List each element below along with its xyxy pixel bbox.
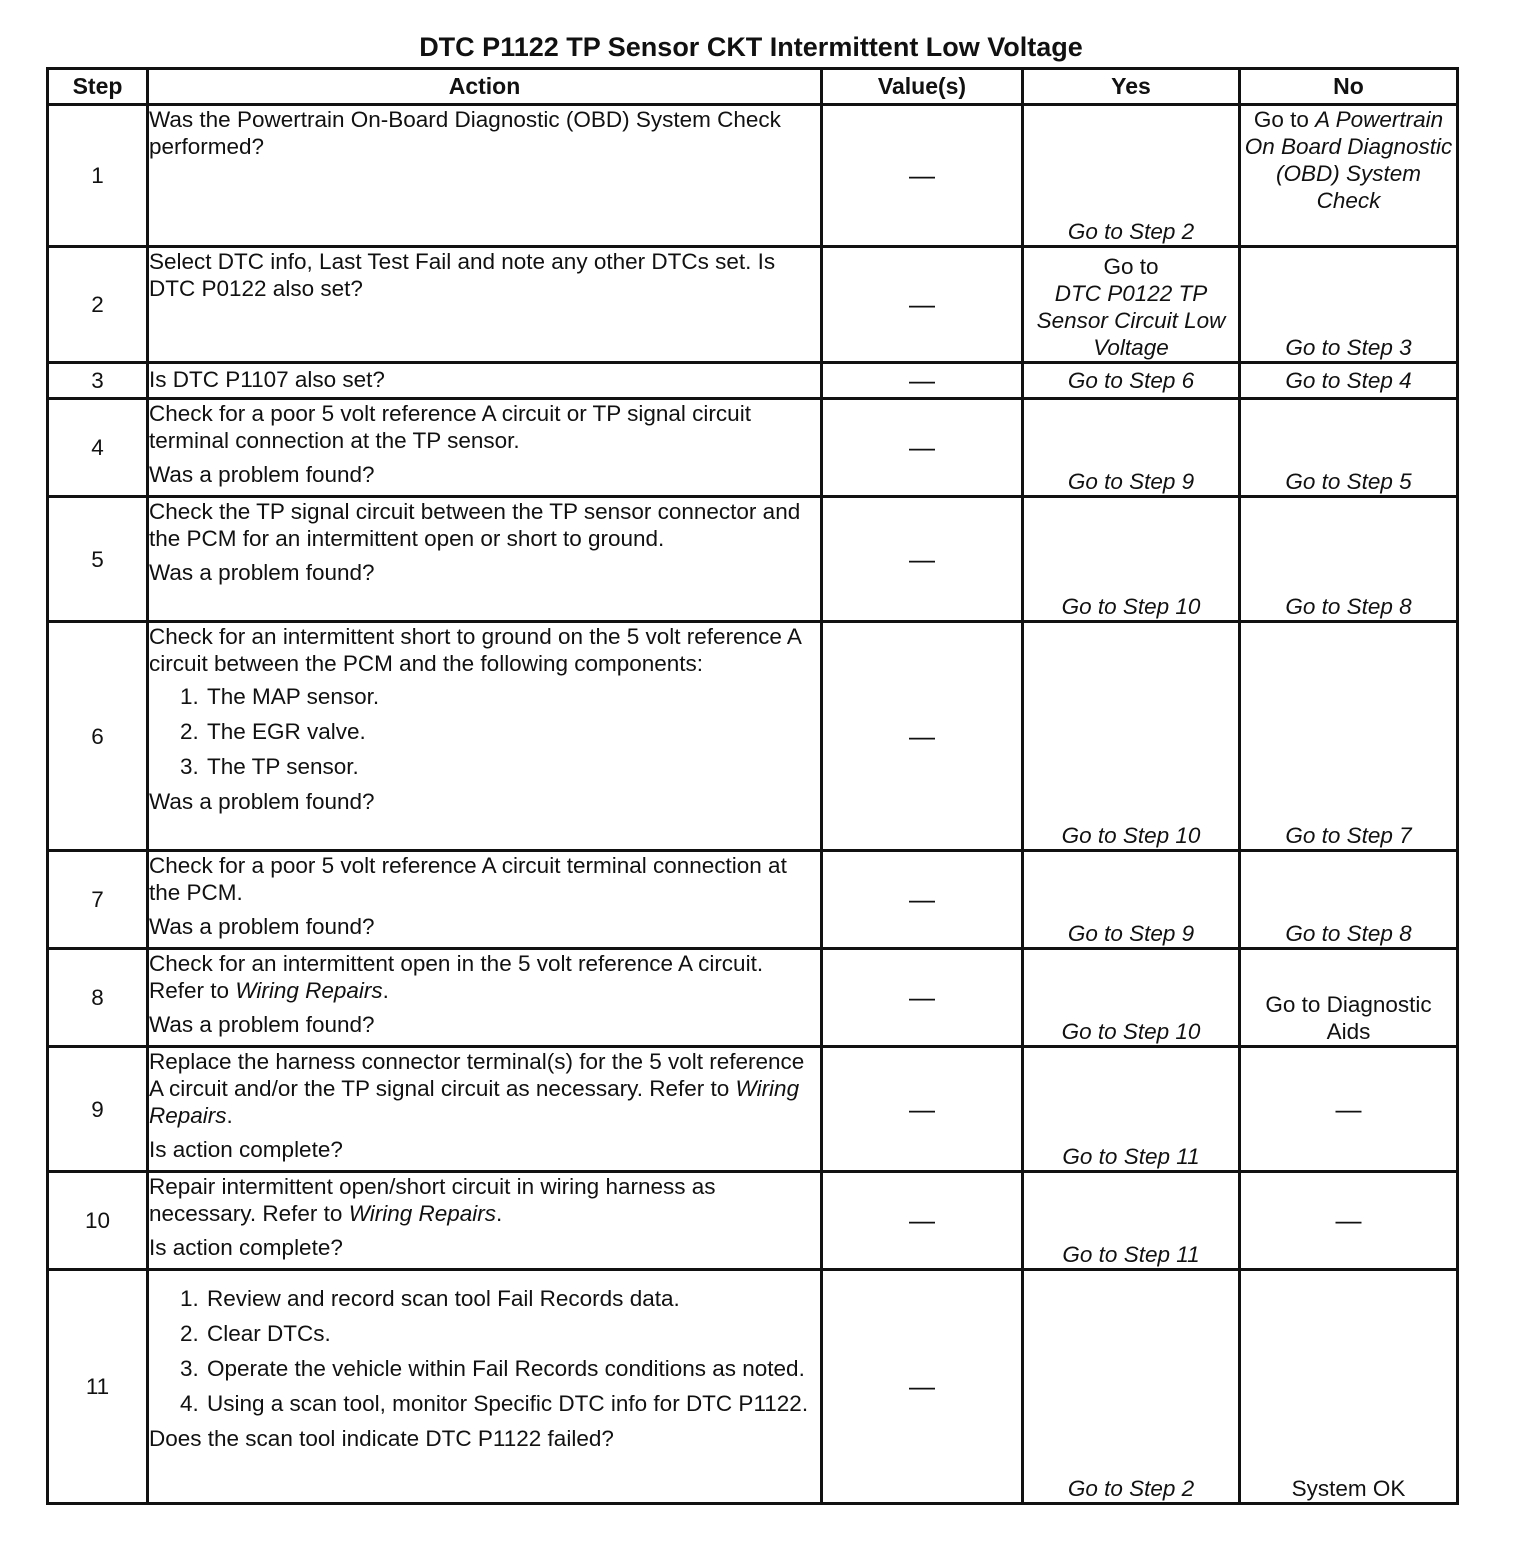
action-cell	[148, 247, 822, 363]
step-number: 10	[48, 1172, 148, 1270]
value-cell: —	[822, 247, 1023, 363]
table-row	[48, 399, 1458, 497]
no-cell: Go to Step 3	[1240, 247, 1458, 363]
action-text	[149, 1048, 820, 1129]
action-question: Was a problem found?	[149, 462, 375, 487]
action-text-end: .	[496, 1201, 503, 1226]
action-question: Is action complete?	[149, 1137, 343, 1162]
action-cell	[148, 1172, 822, 1270]
yes-cell: Go to Step 6	[1023, 363, 1240, 399]
yes-cell: Go to Step 9	[1023, 399, 1240, 497]
step-number: 9	[48, 1047, 148, 1172]
yes-cell: Go to Step 10	[1023, 622, 1240, 851]
action-question: Was a problem found?	[149, 560, 375, 585]
no-cell: —	[1240, 1047, 1458, 1172]
value-cell: —	[822, 399, 1023, 497]
step-number: 6	[48, 622, 148, 851]
yes-cell: Go to Step 11	[1023, 1047, 1240, 1172]
action-question: Does the scan tool indicate DTC P1122 failed?	[149, 1426, 614, 1451]
list-item: 1. Review and record scan tool Fail Records data.	[205, 1285, 820, 1312]
action-text: Select DTC info, Last Test Fail and note any other DTCs set. Is DTC P0122 also set?	[149, 249, 776, 301]
no-cell: Go to Diagnostic Aids	[1240, 949, 1458, 1047]
step-number: 3	[48, 363, 148, 399]
list-item: 2. Clear DTCs.	[205, 1320, 820, 1347]
list-item: 2. The EGR valve.	[205, 718, 820, 745]
action-text-end: .	[226, 1103, 233, 1128]
no-cell: Go to Step 8	[1240, 851, 1458, 949]
value-cell: —	[822, 1172, 1023, 1270]
table-header-row	[48, 69, 1458, 105]
action-cell	[148, 622, 822, 851]
substep-list	[149, 1285, 820, 1417]
action-text-main: Repair intermittent open/short circuit in wiring harness as necessary. Refer to	[149, 1174, 716, 1226]
action-cell	[148, 497, 822, 622]
action-question: Was a problem found?	[149, 789, 375, 814]
step-number: 1	[48, 105, 148, 247]
action-text: Check for a poor 5 volt reference A circuit or TP signal circuit terminal connection at the TP sensor.	[149, 401, 751, 453]
no-cell: Go to Step 5	[1240, 399, 1458, 497]
substep-list	[149, 683, 820, 780]
table-row	[48, 497, 1458, 622]
value-cell: —	[822, 1270, 1023, 1504]
action-cell	[148, 949, 822, 1047]
step-number: 2	[48, 247, 148, 363]
wiring-repairs-ref: Wiring Repairs	[235, 978, 383, 1003]
wiring-repairs-ref: Wiring Repairs	[149, 1076, 800, 1128]
yes-cell: Go to Step 2	[1023, 1270, 1240, 1504]
no-cell: Go to Step 4	[1240, 363, 1458, 399]
table-row	[48, 622, 1458, 851]
action-text: Check for a poor 5 volt reference A circuit terminal connection at the PCM.	[149, 853, 787, 905]
yes-prefix: Go to	[1103, 254, 1159, 279]
action-cell	[148, 851, 822, 949]
list-item: 3. Operate the vehicle within Fail Records conditions as noted.	[205, 1355, 820, 1382]
action-text-end: .	[382, 978, 389, 1003]
yes-cell: Go to Step 2	[1023, 105, 1240, 247]
action-cell	[148, 1047, 822, 1172]
page-title: DTC P1122 TP Sensor CKT Intermittent Low Voltage	[419, 32, 1083, 62]
action-question: Was a problem found?	[149, 914, 375, 939]
no-cell: —	[1240, 1172, 1458, 1270]
value-cell: —	[822, 851, 1023, 949]
action-question: Was a problem found?	[149, 1012, 375, 1037]
step-number: 11	[48, 1270, 148, 1504]
action-text	[149, 1173, 820, 1227]
step-number: 7	[48, 851, 148, 949]
list-item: 1. The MAP sensor.	[205, 683, 820, 710]
action-cell	[148, 1270, 822, 1504]
yes-cell: Go to Step 10	[1023, 949, 1240, 1047]
no-cell: System OK	[1240, 1270, 1458, 1504]
diagnostic-table	[46, 67, 1459, 1505]
action-question: Is action complete?	[149, 1235, 343, 1260]
value-cell: —	[822, 622, 1023, 851]
action-text: Check for an intermittent short to ground on the 5 volt reference A circuit between the PCM and the following components:	[149, 624, 801, 676]
action-text: Is DTC P1107 also set?	[149, 367, 385, 392]
action-cell	[148, 105, 822, 247]
step-number: 4	[48, 399, 148, 497]
no-cell: Go to Step 8	[1240, 497, 1458, 622]
value-cell: —	[822, 497, 1023, 622]
table-row	[48, 1047, 1458, 1172]
header-values: Value(s)	[822, 69, 1023, 105]
action-cell	[148, 363, 822, 399]
no-prefix: Go to	[1253, 107, 1309, 132]
header-step: Step	[48, 69, 148, 105]
no-cell	[1240, 105, 1458, 247]
value-cell: —	[822, 363, 1023, 399]
action-cell	[148, 399, 822, 497]
yes-cell	[1023, 247, 1240, 363]
table-row	[48, 949, 1458, 1047]
table-row	[48, 851, 1458, 949]
value-cell: —	[822, 105, 1023, 247]
table-row	[48, 1270, 1458, 1504]
header-yes: Yes	[1023, 69, 1240, 105]
yes-cell: Go to Step 9	[1023, 851, 1240, 949]
header-action: Action	[148, 69, 822, 105]
yes-cell: Go to Step 10	[1023, 497, 1240, 622]
table-row	[48, 105, 1458, 247]
value-cell: —	[822, 949, 1023, 1047]
no-cell: Go to Step 7	[1240, 622, 1458, 851]
action-text-main: Replace the harness connector terminal(s) for the 5 volt reference A circuit and/or the TP signal circuit as necessary. Refer to	[149, 1049, 805, 1101]
step-number: 5	[48, 497, 148, 622]
yes-link: DTC P0122 TP Sensor Circuit Low Voltage	[1036, 281, 1226, 360]
step-number: 8	[48, 949, 148, 1047]
action-text-main: Check for an intermittent open in the 5 volt reference A circuit. Refer to	[149, 951, 764, 1003]
action-text: Check the TP signal circuit between the TP sensor connector and the PCM for an intermittent open or short to ground.	[149, 499, 801, 551]
no-link: A Powertrain On Board Diagnostic (OBD) System Check	[1244, 107, 1453, 213]
list-item: 4. Using a scan tool, monitor Specific DTC info for DTC P1122.	[205, 1390, 820, 1417]
action-text	[149, 950, 820, 1004]
header-no: No	[1240, 69, 1458, 105]
table-row	[48, 247, 1458, 363]
table-row	[48, 1172, 1458, 1270]
yes-cell: Go to Step 11	[1023, 1172, 1240, 1270]
wiring-repairs-ref: Wiring Repairs	[348, 1201, 497, 1226]
value-cell: —	[822, 1047, 1023, 1172]
action-text: Was the Powertrain On-Board Diagnostic (OBD) System Check performed?	[149, 107, 781, 159]
list-item: 3. The TP sensor.	[205, 753, 820, 780]
table-row	[48, 363, 1458, 399]
